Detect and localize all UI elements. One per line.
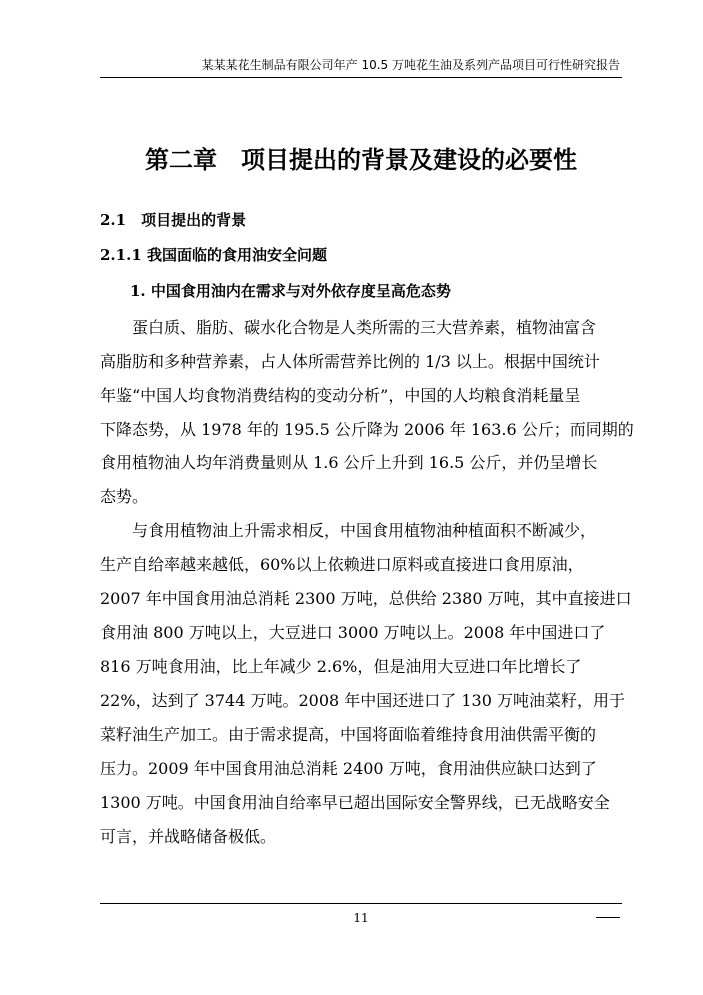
header-rule bbox=[100, 77, 622, 78]
paragraph-line: 蛋白质、脂肪、碳水化合物是人类所需的三大营养素，植物油富含 bbox=[100, 318, 597, 337]
paragraph-line: 与食用植物油上升需求相反，中国食用植物油种植面积不断减少， bbox=[100, 521, 597, 540]
paragraph-line: 压力。2009 年中国食用油总消耗 2400 万吨，食用油供应缺口达到了 bbox=[100, 759, 597, 778]
paragraph-line: 态势。 bbox=[100, 487, 149, 506]
paragraph-line: 食用植物油人均年消费量则从 1.6 公斤上升到 16.5 公斤，并仍呈增长 bbox=[100, 453, 598, 472]
chapter-title: 第二章 项目提出的背景及建设的必要性 bbox=[145, 145, 577, 174]
paragraph-line: 生产自给率越来越低，60%以上依赖进口原料或直接进口食用原油， bbox=[100, 555, 584, 574]
paragraph-line: 年鉴“中国人均食物消费结构的变动分析”，中国的人均粮食消耗量呈 bbox=[100, 386, 581, 405]
page-number: 11 bbox=[353, 911, 369, 925]
paragraph-line: 食用油 800 万吨以上，大豆进口 3000 万吨以上。2008 年中国进口了 bbox=[100, 623, 606, 642]
paragraph-line: 2007 年中国食用油总消耗 2300 万吨，总供给 2380 万吨，其中直接进口 bbox=[100, 589, 632, 608]
footer-rule bbox=[100, 903, 622, 904]
item-heading: 1. 中国食用油内在需求与对外依存度呈高危态势 bbox=[130, 282, 451, 300]
header-title: 某某某花生制品有限公司年产 10.5 万吨花生油及系列产品项目可行性研究报告 bbox=[201, 58, 620, 72]
paragraph-line: 下降态势，从 1978 年的 195.5 公斤降为 2006 年 163.6 公斤；而同期的 bbox=[100, 420, 634, 439]
footer-dash bbox=[596, 917, 620, 918]
paragraph-line: 可言，并战略储备极低。 bbox=[100, 827, 277, 846]
paragraph-line: 22%，达到了 3744 万吨。2008 年中国还进口了 130 万吨油菜籽，用于 bbox=[100, 691, 625, 710]
section-heading: 2.1 项目提出的背景 bbox=[100, 211, 247, 229]
paragraph-line: 菜籽油生产加工。由于需求提高，中国将面临着维持食用油供需平衡的 bbox=[100, 725, 597, 744]
subsection-heading: 2.1.1 我国面临的食用油安全问题 bbox=[100, 246, 327, 264]
paragraph-line: 1300 万吨。中国食用油自给率早已超出国际安全警界线，已无战略安全 bbox=[100, 793, 610, 812]
paragraph-line: 816 万吨食用油，比上年减少 2.6%，但是油用大豆进口年比增长了 bbox=[100, 657, 582, 676]
paragraph-line: 高脂肪和多种营养素，占人体所需营养比例的 1/3 以上。根据中国统计 bbox=[100, 352, 600, 371]
